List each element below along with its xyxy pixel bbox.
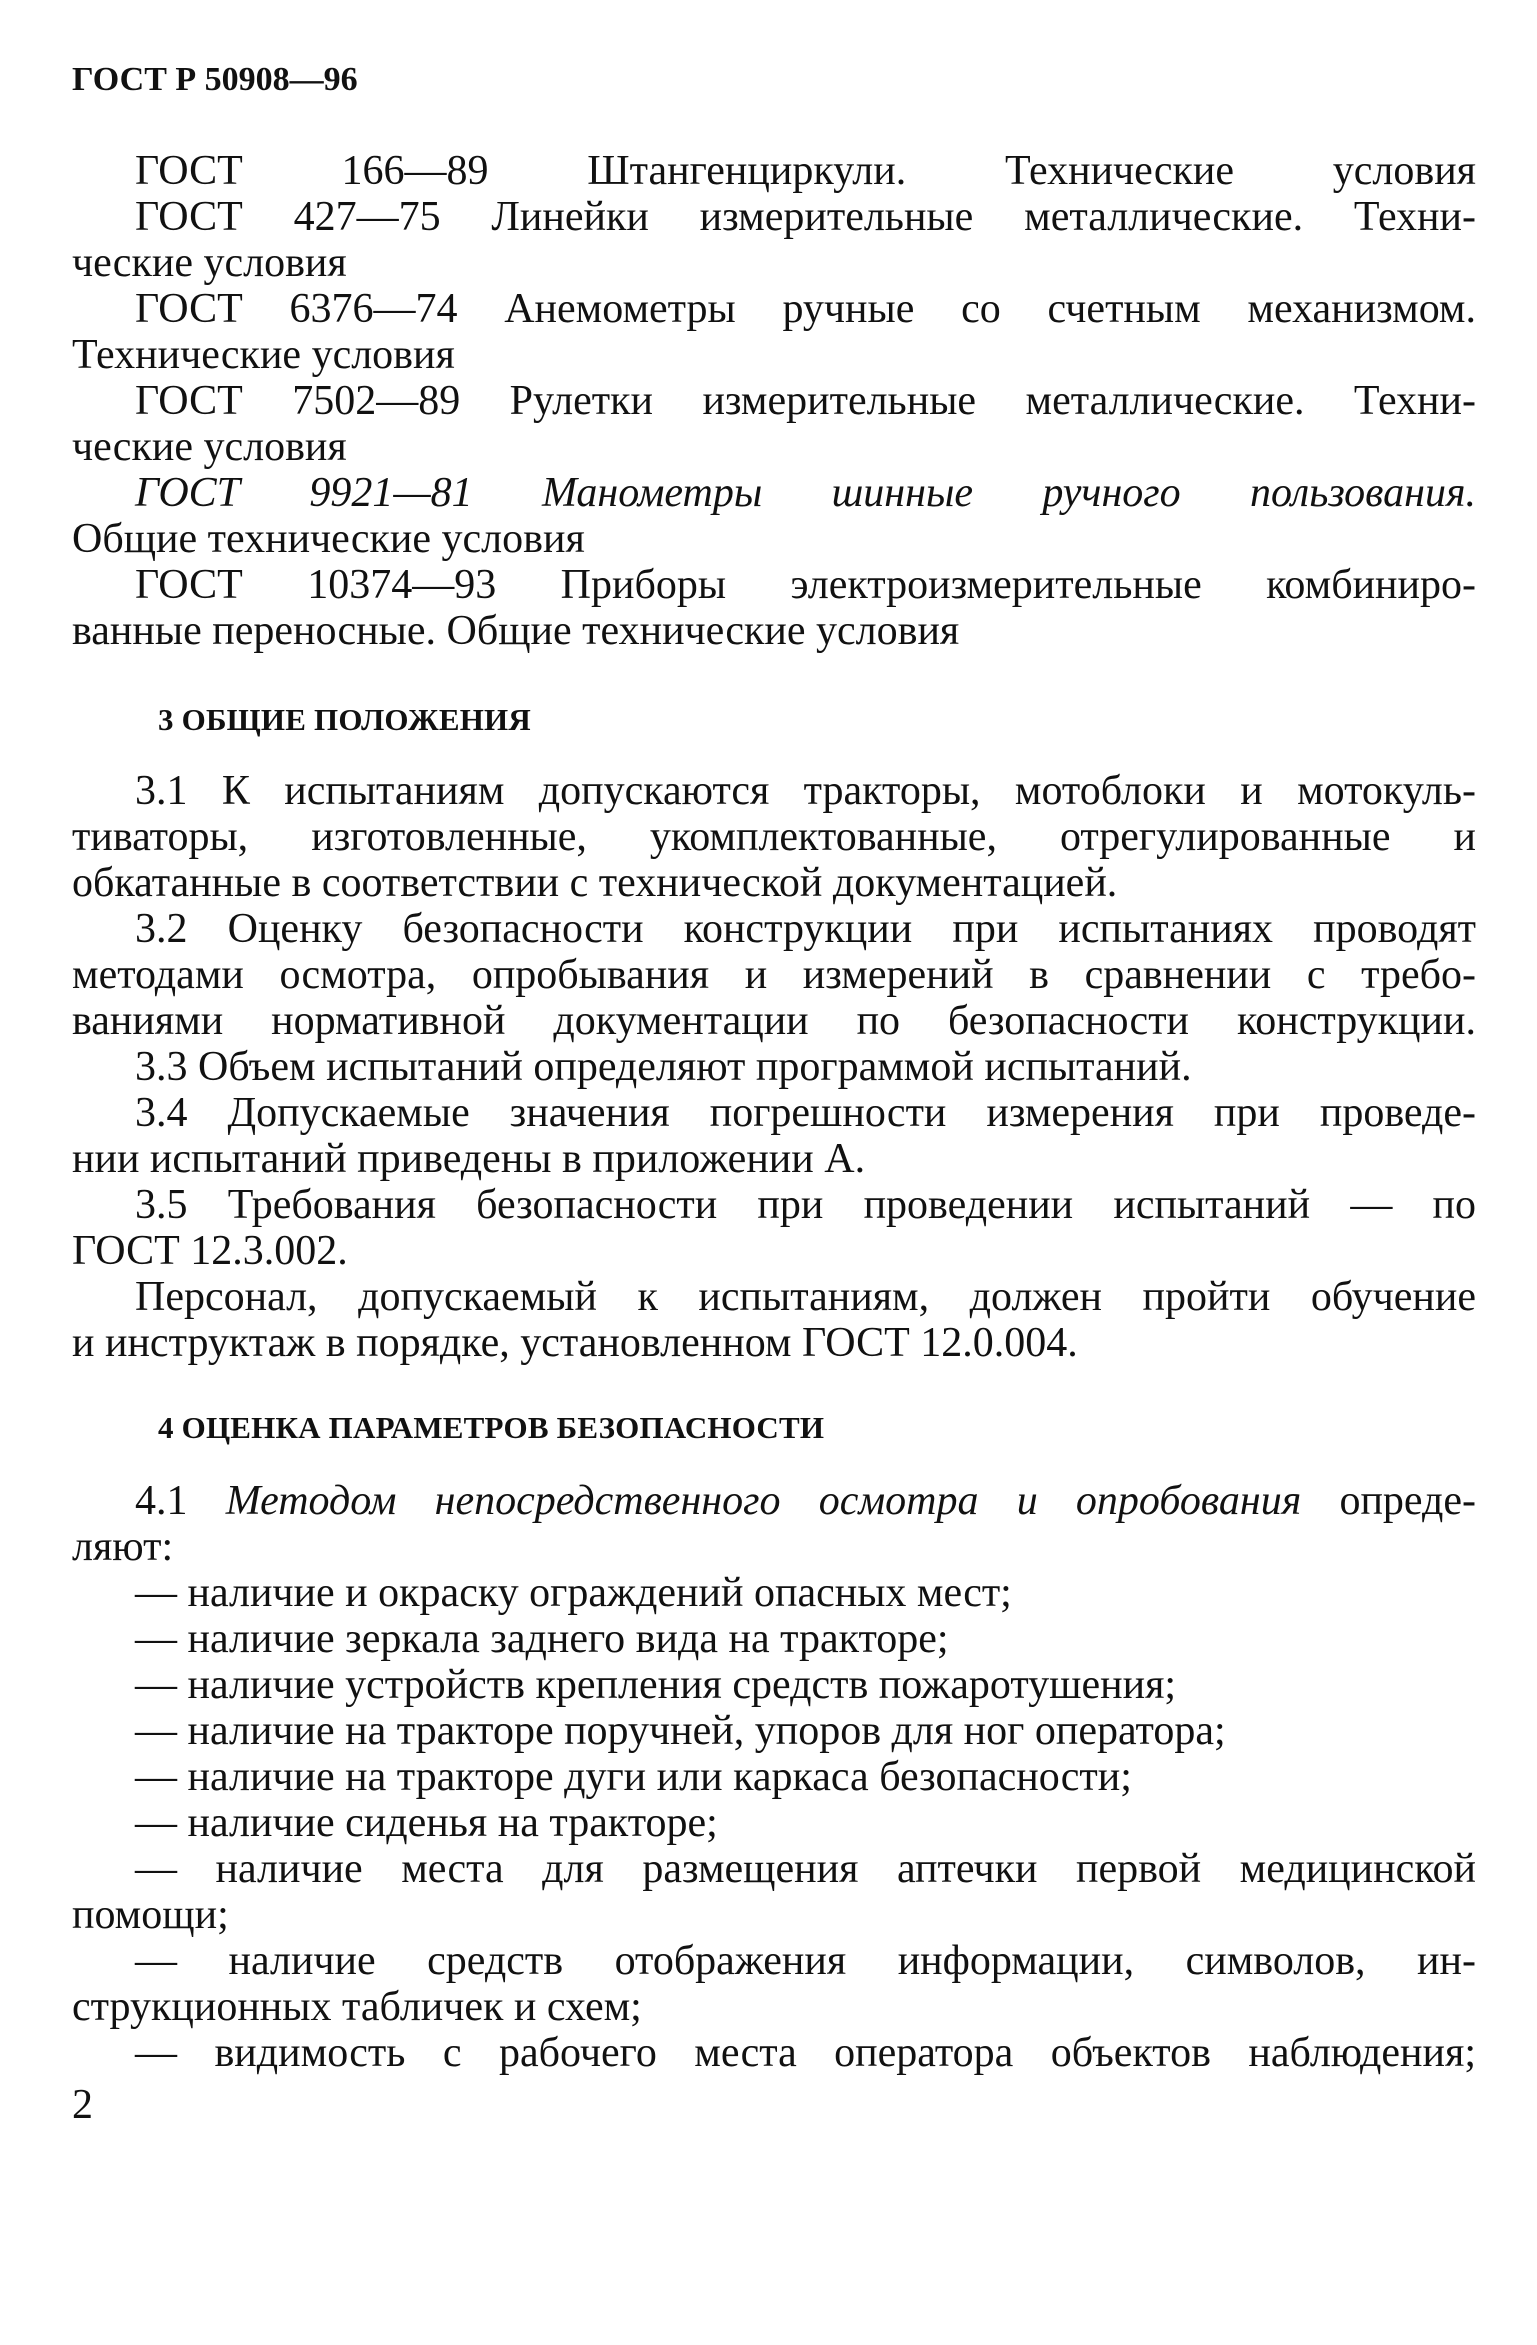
hyphen-tail: опреде- [1339,1478,1477,1524]
section-heading-3: 3 ОБЩИЕ ПОЛОЖЕНИЯ [158,702,531,737]
section-heading-4: 4 ОЦЕНКА ПАРАМЕТРОВ БЕЗОПАСНОСТИ [158,1410,825,1445]
paragraph-line: 3.1 К испытаниям допускаются тракторы, мотоблоки и мотокуль- [135,768,1476,814]
italic-phrase: Методом непосредственного осмотра и опробования [225,1478,1302,1524]
list-item: — наличие средств отображения информации, символов, ин- [135,1938,1476,1984]
clause-number: 4.1 [135,1478,188,1524]
paragraph-line: нии испытаний приведены в приложении А. [72,1136,866,1182]
list-item-continuation: помощи; [72,1892,229,1938]
paragraph-line: ваниями нормативной документации по безопасности конструкции. [72,998,1476,1044]
reference-line: ГОСТ 7502—89 Рулетки измерительные металлические. Техни- [135,378,1476,424]
list-item: — наличие на тракторе дуги или каркаса безопасности; [135,1754,1132,1800]
paragraph-line: 3.5 Требования безопасности при проведении испытаний — по [135,1182,1476,1228]
reference-line: ГОСТ 166—89 Штангенциркули. Технические условия [135,148,1476,194]
paragraph-line: 3.2 Оценку безопасности конструкции при испытаниях проводят [135,906,1476,952]
list-item: — наличие и окраску ограждений опасных мест; [135,1570,1012,1616]
paragraph-line: ГОСТ 12.3.002. [72,1228,348,1274]
paragraph-line: методами осмотра, опробывания и измерений в сравнении с требо- [72,952,1476,998]
paragraph-line: 3.3 Объем испытаний определяют программой испытаний. [135,1044,1192,1090]
reference-line: Технические условия [72,332,455,378]
list-item: — видимость с рабочего места оператора объектов наблюдения; [135,2030,1476,2076]
reference-line: ческие условия [72,424,347,470]
list-item: — наличие зеркала заднего вида на тракторе; [135,1616,949,1662]
paragraph-line: обкатанные в соответствии с технической документацией. [72,860,1118,906]
reference-line: ванные переносные. Общие технические условия [72,608,960,654]
paragraph-line [135,1478,1476,1524]
reference-line: ческие условия [72,240,347,286]
paragraph-line: Персонал, допускаемый к испытаниям, должен пройти обучение [135,1274,1476,1320]
paragraph-line: тиваторы, изготовленные, укомплектованные, отрегулированные и [72,814,1476,860]
list-item: — наличие сиденья на тракторе; [135,1800,718,1846]
reference-line: ГОСТ 427—75 Линейки измерительные металлические. Техни- [135,194,1476,240]
reference-line: ГОСТ 10374—93 Приборы электроизмерительные комбиниро- [135,562,1476,608]
paragraph-line: 3.4 Допускаемые значения погрешности измерения при проведе- [135,1090,1476,1136]
page-number: 2 [72,2082,93,2128]
reference-line: ГОСТ 9921—81 Манометры шинные ручного пользования. [135,470,1476,516]
list-item: — наличие места для размещения аптечки первой медицинской [135,1846,1476,1892]
list-item: — наличие устройств крепления средств пожаротушения; [135,1662,1177,1708]
paragraph-line: ляют: [72,1524,174,1570]
reference-line: Общие технические условия [72,516,585,562]
running-title: ГОСТ Р 50908—96 [72,61,358,98]
reference-line: ГОСТ 6376—74 Анемометры ручные со счетным механизмом. [135,286,1476,332]
list-item: — наличие на тракторе поручней, упоров для ног оператора; [135,1708,1226,1754]
paragraph-line: и инструктаж в порядке, установленном ГОСТ 12.0.004. [72,1320,1078,1366]
list-item-continuation: струкционных табличек и схем; [72,1984,642,2030]
